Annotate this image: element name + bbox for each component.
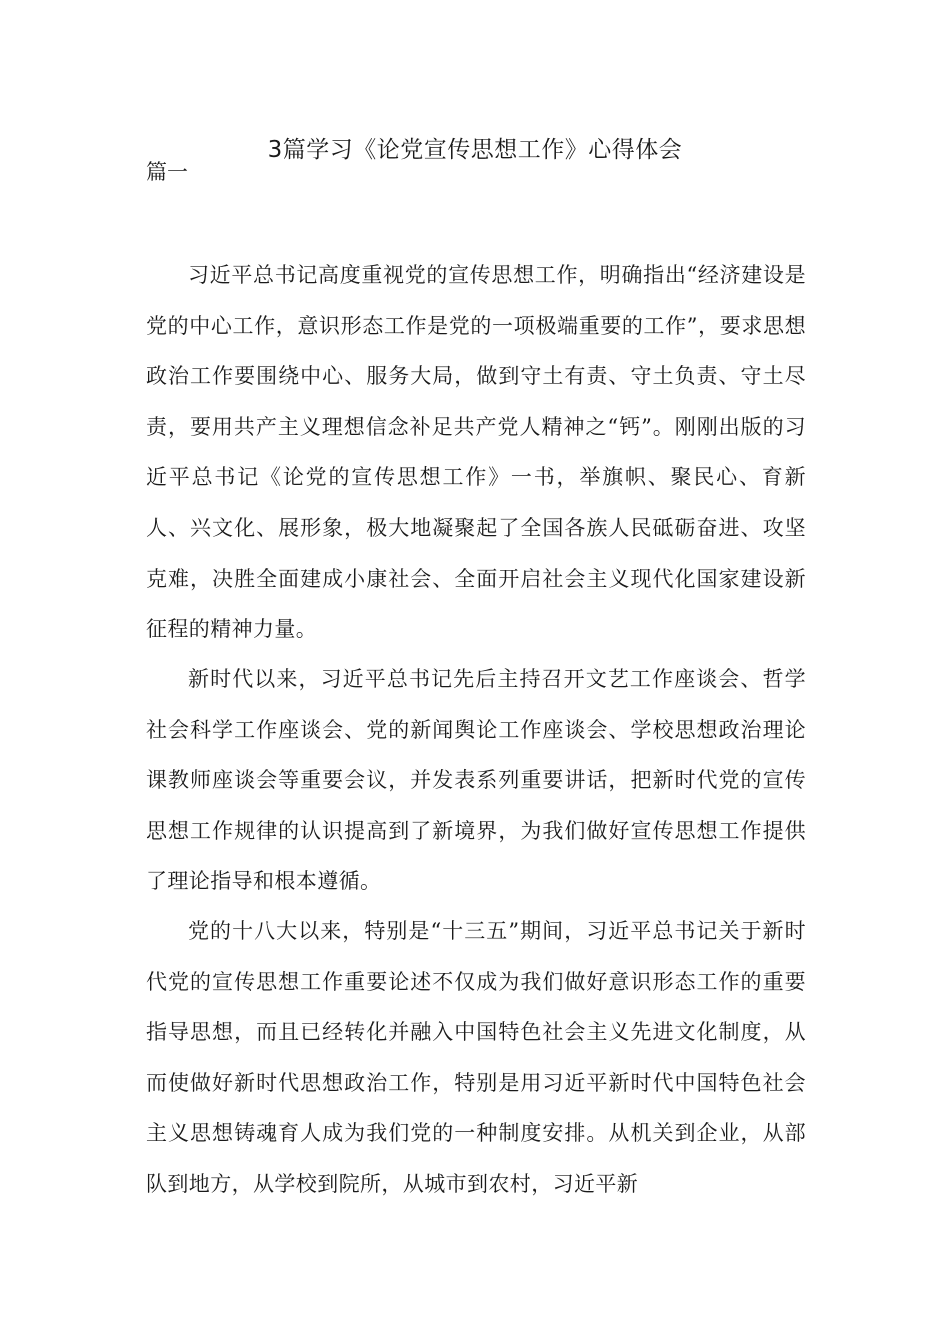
section-label: 篇一 (146, 160, 188, 184)
paragraph-1: 习近平总书记高度重视党的宣传思想工作，明确指出“经济建设是党的中心工作，意识形态工作是党的一项极端重要的工作”，要求思想政治工作要围绕中心、服务大局，做到守土有责、守土负责、守土尽责，要用共产主义理想信念补足共产党人精神之“钙”。刚刚出版的习近平总书记《论党的宣传思想工作》一书，举旗帜、聚民心、育新人、兴文化、展形象，极大地凝聚起了全国各族人民砥砺奋进、攻坚克难，决胜全面建成小康社会、全面开启社会主义现代化国家建设新征程的精神力量。 (146, 263, 806, 642)
paragraph-3: 党的十八大以来，特别是“十三五”期间，习近平总书记关于新时代党的宣传思想工作重要论述不仅成为我们做好意识形态工作的重要指导思想，而且已经转化并融入中国特色社会主义先进文化制度，从而使做好新时代思想政治工作，特别是用习近平新时代中国特色社会主义思想铸魂育人成为我们党的一种制度安排。从机关到企业，从部队到地方，从学校到院所，从城市到农村，习近平新 (146, 919, 806, 1196)
paragraph-2: 新时代以来，习近平总书记先后主持召开文艺工作座谈会、哲学社会科学工作座谈会、党的新闻舆论工作座谈会、学校思想政治理论课教师座谈会等重要会议，并发表系列重要讲话，把新时代党的宣传思想工作规律的认识提高到了新境界，为我们做好宣传思想工作提供了理论指导和根本遵循。 (146, 667, 806, 894)
document-title: 3篇学习《论党宣传思想工作》心得体会 (267, 137, 683, 163)
